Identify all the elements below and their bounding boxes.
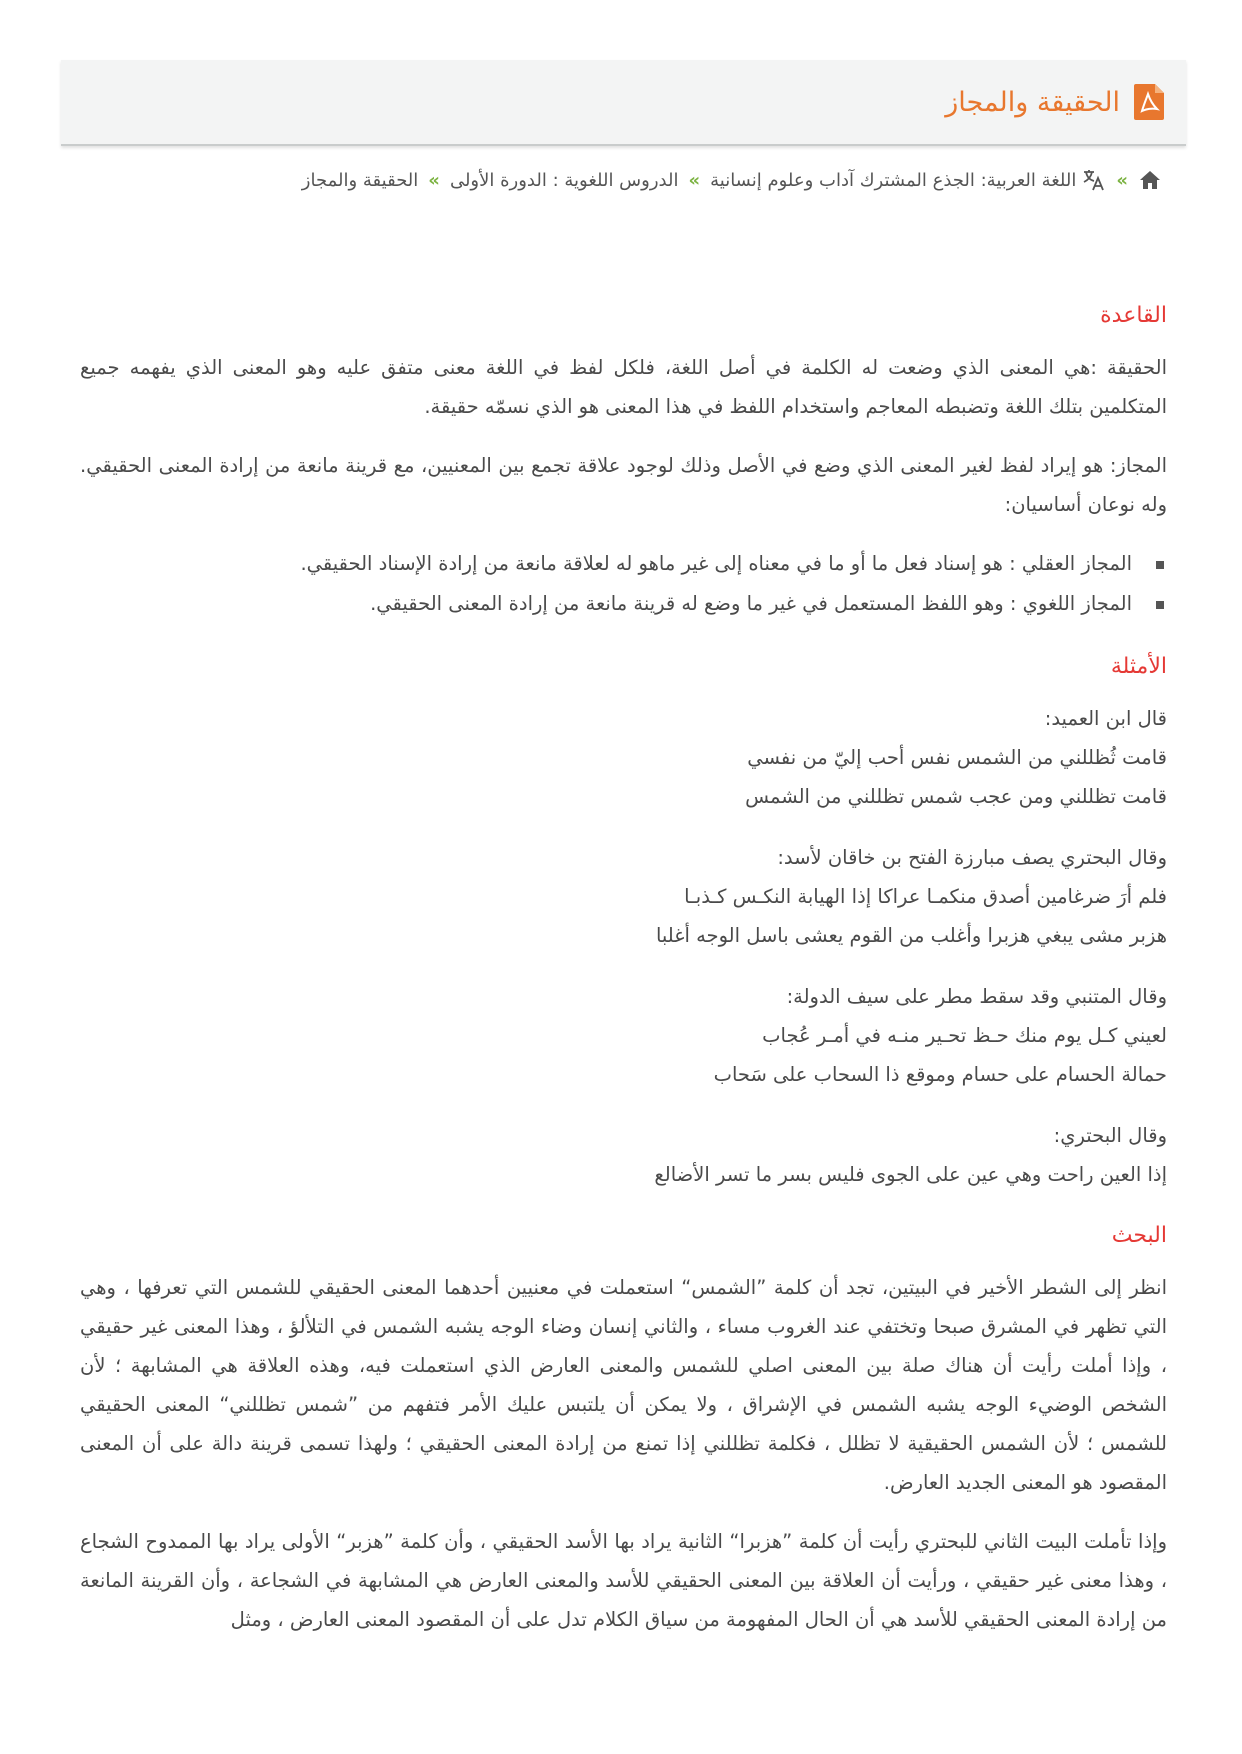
poem-intro: وقال البحتري يصف مبارزة الفتح بن خاقان لأسد: (777, 846, 1167, 869)
poem-intro: وقال البحتري: (1053, 1124, 1167, 1147)
poem-intro: وقال المتنبي وقد سقط مطر على سيف الدولة: (786, 985, 1167, 1008)
metaphor-types-list (80, 544, 1167, 624)
research-heading: البحث (1111, 1223, 1167, 1248)
breadcrumb-item-current: الحقيقة والمجاز (301, 169, 419, 191)
poem-intro: قال ابن العميد: (1044, 707, 1167, 730)
breadcrumb (302, 168, 1162, 192)
poem-example (80, 1116, 1167, 1194)
breadcrumb-item-subject[interactable]: اللغة العربية: الجذع المشترك آداب وعلوم إنسانية (710, 169, 1077, 191)
translate-icon (1082, 168, 1106, 192)
breadcrumb-item-lessons[interactable]: الدروس اللغوية : الدورة الأولى (449, 169, 679, 191)
pdf-icon[interactable] (1134, 84, 1164, 120)
list-item: المجاز العقلي : هو إسناد فعل ما أو ما في معناه إلى غير ماهو له لعلاقة مانعة من إرادة الإسناد الحقيقي. (80, 544, 1167, 584)
research-paragraph: انظر إلى الشطر الأخير في البيتين، تجد أن كلمة ”الشمس“ استعملت في معنيين أحدهما المعنى الحقيقي للشمس التي تعرفها ، وهي التي تظهر في المشرق صبحا وتختفي عند الغروب مساء ، والثاني إنسان وضاء الوجه يشبه الشمس في التلألؤ ، وهذا المعنى غير حقيقي ، وإذا أملت رأيت أن هناك صلة بين المعنى اصلي للشمس والمعنى العارض الذي استعملت فيه، وهذه العلاقة هي المشابهة ؛ لأن الشخص الوضيء الوجه يشبه الشمس في الإشراق ، ولا يمكن أن يلتبس عليك الأمر فتفهم من ”شمس تظللني“ المعنى الحقيقي للشمس ؛ لأن الشمس الحقيقية لا تظلل ، فكلمة تظللني إذا تمنع من إرادة المعنى الحقيقي ؛ ولهذا تسمى قرينة دالة على أن المعنى المقصود هو المعنى الجديد العارض. (80, 1276, 1167, 1494)
breadcrumb-separator: » (688, 169, 701, 191)
page-header (61, 60, 1186, 146)
poem-line: لعيني كـل يوم منك حـظ تحـير منـه في أمـر عُجاب (762, 1024, 1167, 1047)
research-paragraph: وإذا تأملت البيت الثاني للبحتري رأيت أن كلمة ”هزبرا“ الثانية يراد بها الأسد الحقيقي ، وأن كلمة ”هزبر“ الأولى يراد بها الممدوح الشجاع ، وهذا معنى غير حقيقي ، ورأيت أن العلاقة بين المعنى الحقيقي للأسد والمعنى العارض هي المشابهة في الشجاعة ، وأن القرينة المانعة من إرادة المعنى الحقيقي للأسد هي أن الحال المفهومة من سياق الكلام تدل على أن المقصود المعنى العارض ، ومثل (80, 1530, 1167, 1631)
poem-line: فلم أرَ ضرغامين أصدق منكمـا عراكا إذا الهيابة النكـس كـذبـا (684, 885, 1167, 908)
breadcrumb-separator: » (428, 169, 440, 191)
page-title: الحقيقة والمجاز (945, 86, 1120, 118)
examples-heading: الأمثلة (1110, 654, 1167, 679)
poem-example (80, 699, 1167, 816)
poem-line: هزبر مشى يبغي هزبرا وأغلب من القوم يعشى باسل الوجه أغلبا (655, 924, 1167, 947)
poem-line: حمالة الحسام على حسام وموقع ذا السحاب على سَحاب (713, 1063, 1167, 1086)
lesson-content (80, 296, 1167, 1659)
poem-example (80, 977, 1167, 1094)
poem-line: قامت تظللني ومن عجب شمس تظللني من الشمس (745, 785, 1167, 808)
breadcrumb-separator: » (1116, 169, 1128, 191)
poem-line: قامت ثُظللني من الشمس نفس أحب إليّ من نفسي (747, 746, 1167, 769)
list-item: المجاز اللغوي : وهو اللفظ المستعمل في غير ما وضع له قرينة مانعة من إرادة المعنى الحقيقي. (80, 584, 1167, 624)
poem-example (80, 838, 1167, 955)
home-icon[interactable] (1138, 168, 1162, 192)
poem-line: إذا العين راحت وهي عين على الجوى فليس بسر ما تسر الأضالع (654, 1163, 1167, 1186)
rule-paragraph-truth: الحقيقة :هي المعنى الذي وضعت له الكلمة في أصل اللغة، فلكل لفظ في اللغة معنى متفق عليه وهو المعنى الذي يفهمه جميع المتكلمين بتلك اللغة وتضبطه المعاجم واستخدام اللفظ في هذا المعنى هو الذي نسمّه حقيقة. (80, 356, 1167, 418)
rule-paragraph-metaphor: المجاز: هو إيراد لفظ لغير المعنى الذي وضع في الأصل وذلك لوجود علاقة تجمع بين المعنيين، مع قرينة مانعة من إرادة المعنى الحقيقي. وله نوعان أساسيان: (80, 454, 1167, 516)
rule-heading: القاعدة (1100, 303, 1167, 328)
